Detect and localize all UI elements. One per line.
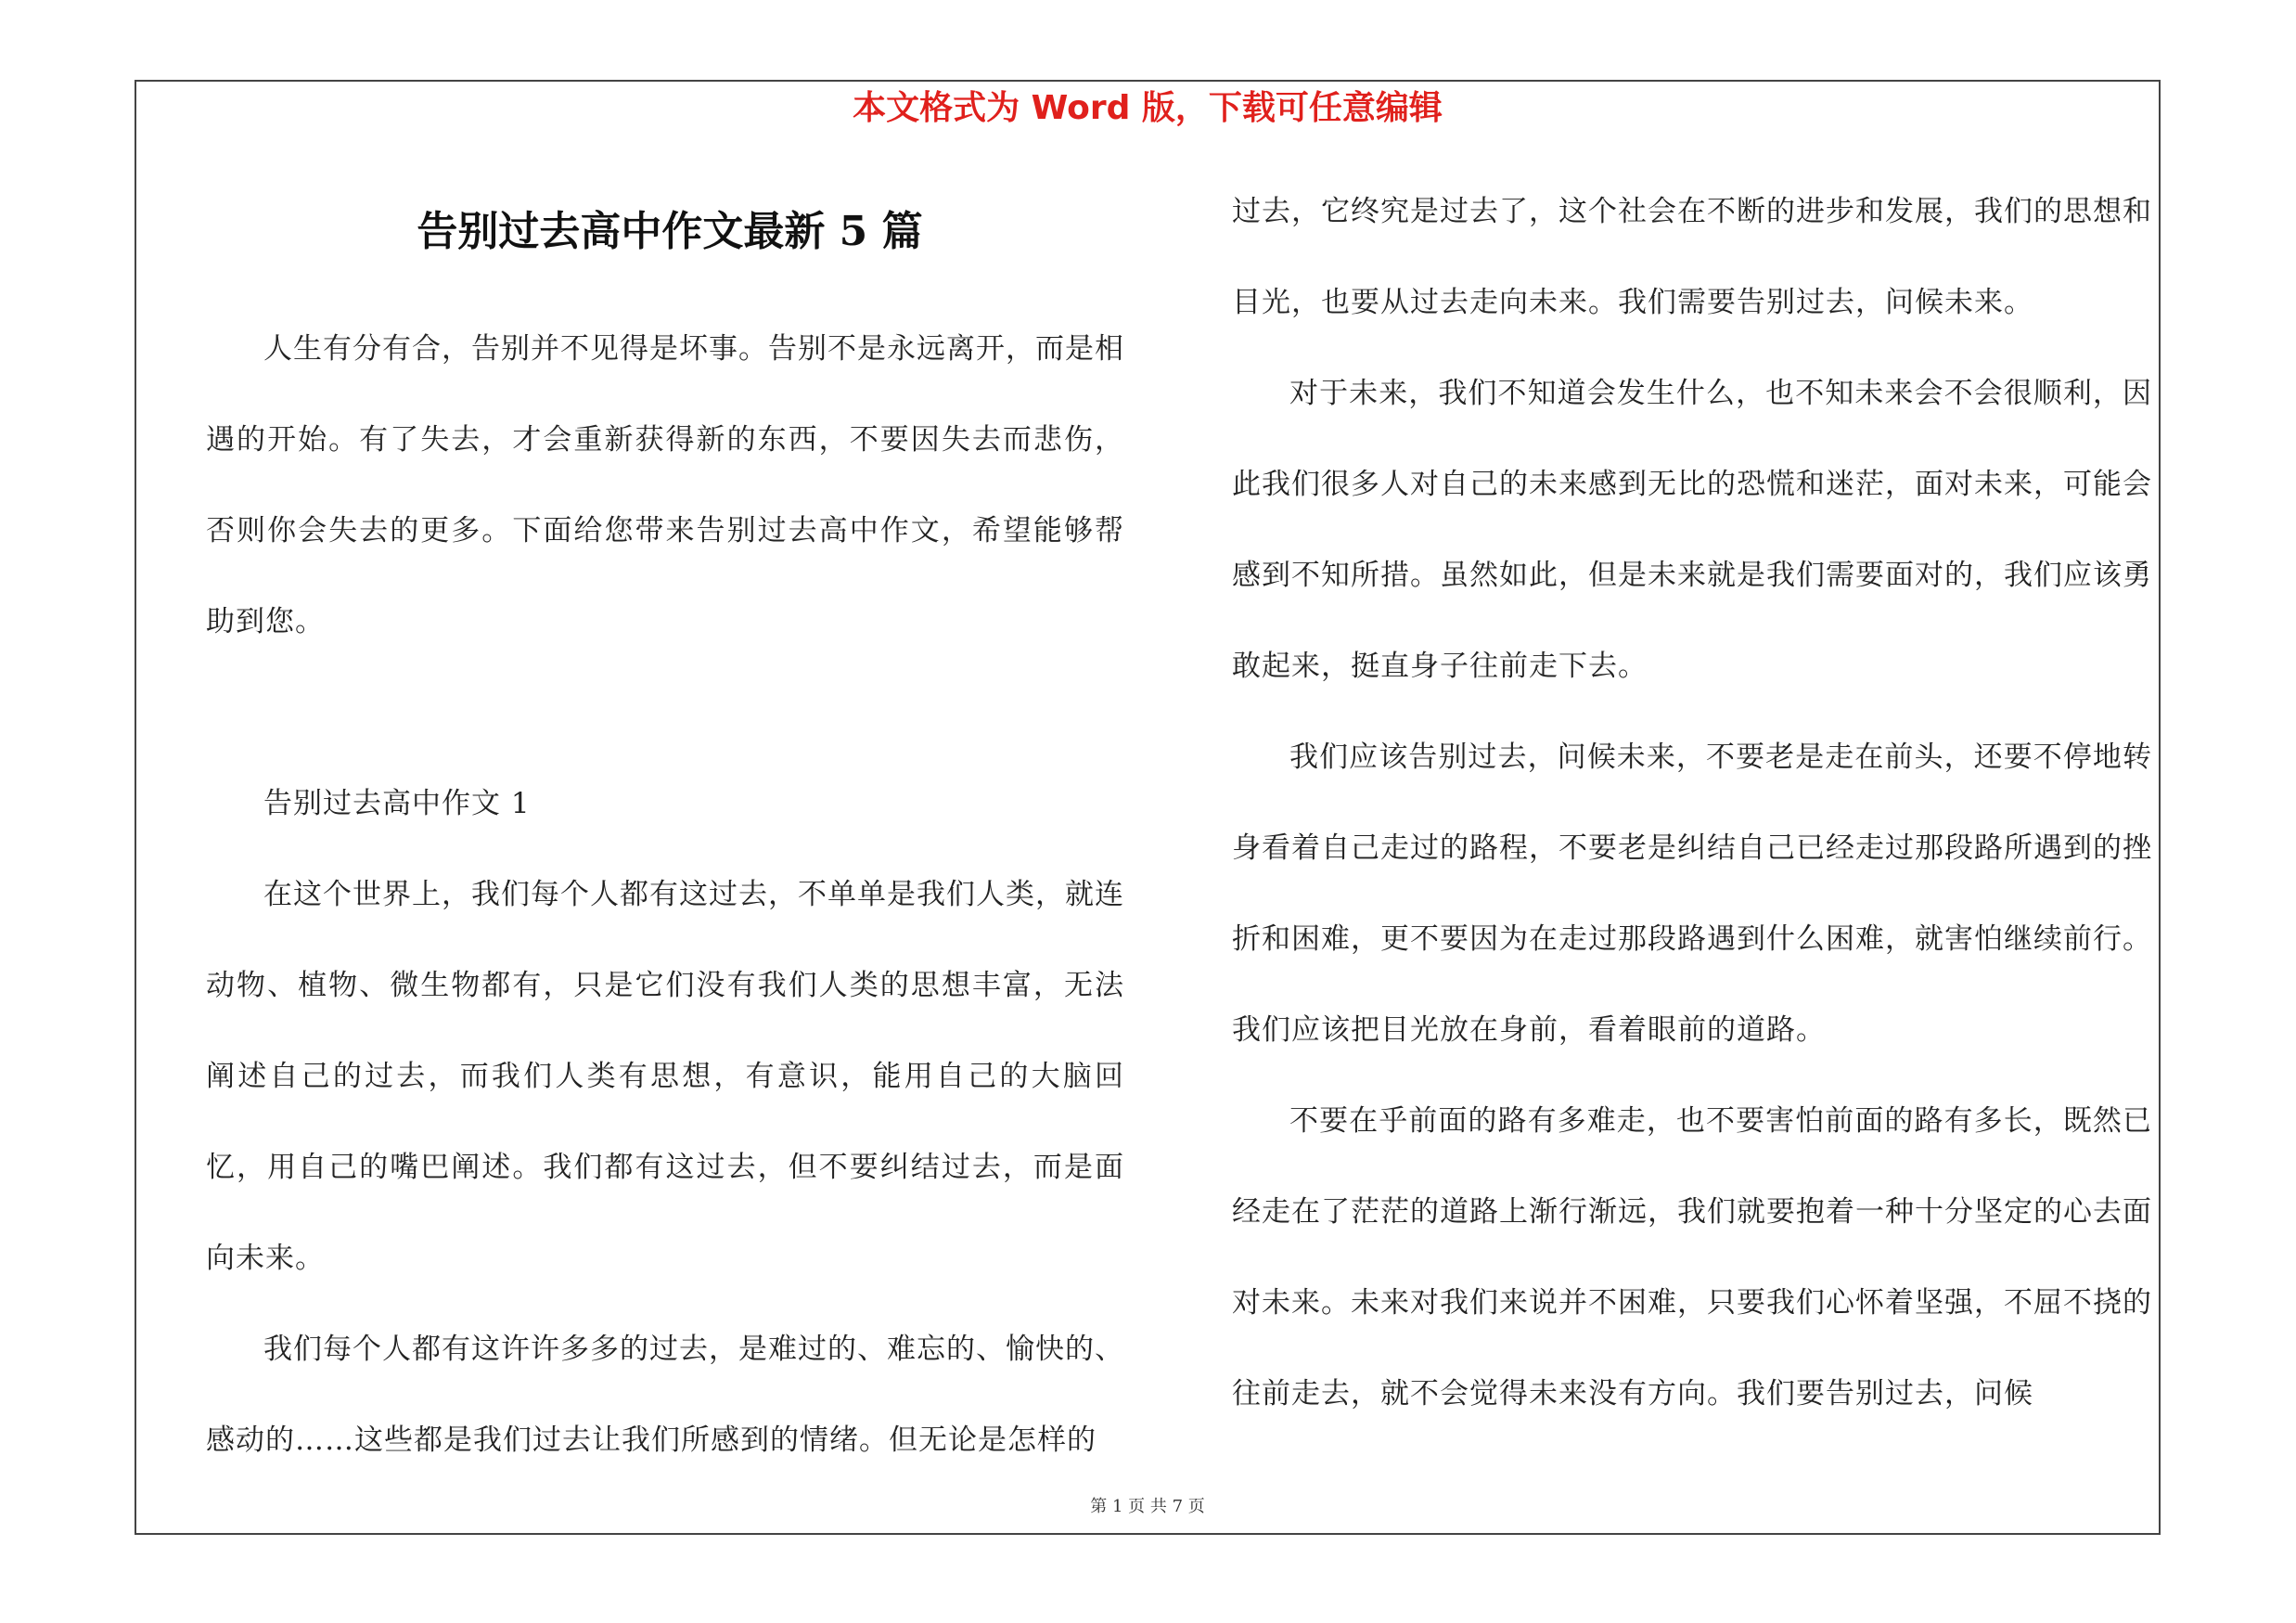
body-paragraph-2-continued: 过去，它终究是过去了，这个社会在不断的进步和发展，我们的思想和目光，也要从过去走向未来。我们需要告别过去，问候未来。 xyxy=(1232,195,2152,319)
format-notice-banner: 本文格式为 Word 版，下载可任意编辑 xyxy=(853,89,1443,127)
intro-paragraph: 人生有分有合，告别并不见得是坏事。告别不是永远离开，而是相遇的开始。有了失去，才会重新获得新的东西，不要因失去而悲伤，否则你会失去的更多。下面给您带来告别过去高中作文，希望能够帮助到您。 xyxy=(206,332,1124,638)
left-column xyxy=(206,303,1124,1486)
section-gap xyxy=(206,667,1124,758)
right-column xyxy=(1232,166,2152,1439)
page-number-footer: 第 1 页 共 7 页 xyxy=(1090,1497,1205,1516)
body-paragraph-5: 不要在乎前面的路有多难走，也不要害怕前面的路有多长，既然已经走在了茫茫的道路上渐行渐远，我们就要抱着一种十分坚定的心去面对未来。未来对我们来说并不困难，只要我们心怀着坚强，不屈不挠的往前走去，就不会觉得未来没有方向。我们要告别过去，问候 xyxy=(1232,1104,2152,1410)
body-paragraph-4: 我们应该告别过去，问候未来，不要老是走在前头，还要不停地转身看着自己走过的路程，不要老是纠结自己已经走过那段路所遇到的挫折和困难，更不要因为在走过那段路遇到什么困难，就害怕继续前行。我们应该把目光放在身前，看着眼前的道路。 xyxy=(1232,741,2152,1047)
body-paragraph-3: 对于未来，我们不知道会发生什么，也不知未来会不会很顺利，因此我们很多人对自己的未来感到无比的恐慌和迷茫，面对未来，可能会感到不知所措。虽然如此，但是未来就是我们需要面对的，我们应该勇敢起来，挺直身子往前走下去。 xyxy=(1232,377,2152,683)
document-title: 告别过去高中作文最新 5 篇 xyxy=(417,208,923,255)
body-paragraph-1: 在这个世界上，我们每个人都有这过去，不单单是我们人类，就连动物、植物、微生物都有，只是它们没有我们人类的思想丰富，无法阐述自己的过去，而我们人类有思想，有意识，能用自己的大脑回忆，用自己的嘴巴阐述。我们都有这过去，但不要纠结过去，而是面向未来。 xyxy=(206,878,1124,1275)
body-paragraph-2: 我们每个人都有这许许多多的过去，是难过的、难忘的、愉快的、感动的……这些都是我们过去让我们所感到的情绪。但无论是怎样的 xyxy=(206,1333,1124,1457)
section-heading: 告别过去高中作文 1 xyxy=(263,787,531,820)
